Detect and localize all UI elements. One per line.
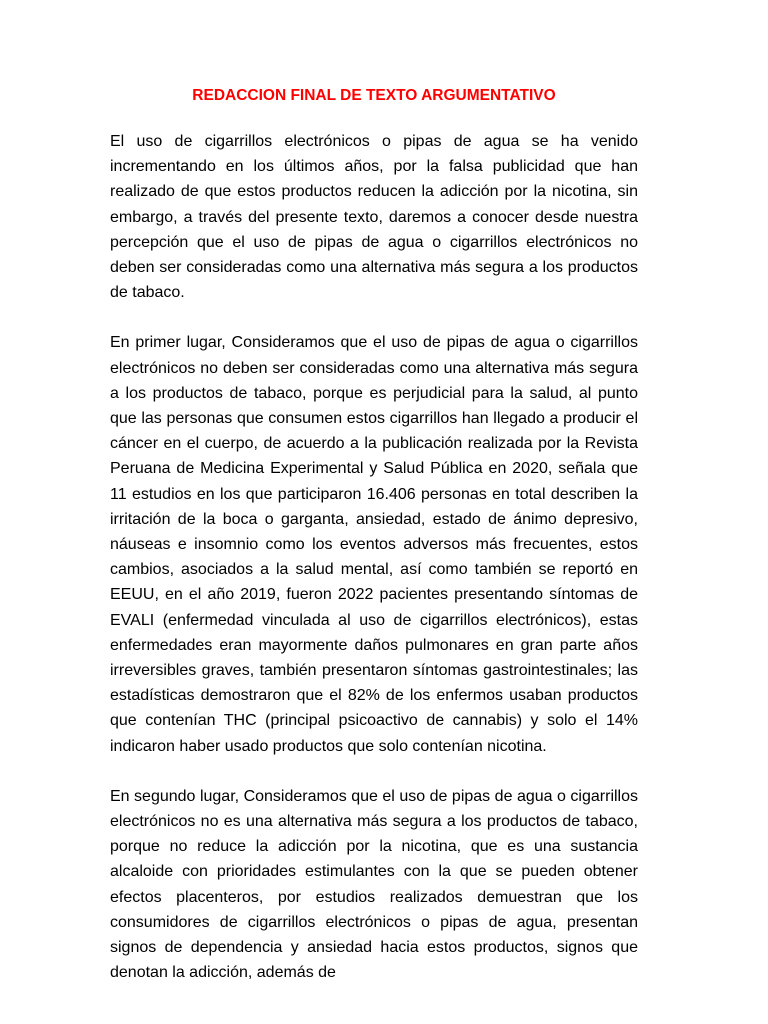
document-title: REDACCION FINAL DE TEXTO ARGUMENTATIVO: [192, 87, 556, 104]
paragraph-introduction: El uso de cigarrillos electrónicos o pipas de agua se ha venido incrementando en los últimos años, por la falsa publicidad que han realizado de que estos productos reducen la adicción por la nicotina, sin embargo, a través del presente texto, daremos a conocer desde nuestra percepción que el uso de pipas de agua o cigarrillos electrónicos no deben ser consideradas como una alternativa más segura a los productos de tabaco.: [110, 133, 638, 302]
paragraph-second-argument: En segundo lugar, Consideramos que el uso de pipas de agua o cigarrillos electrónicos no es una alternativa más segura a los productos de tabaco, porque no reduce la adicción por la nicotina, que es una sustancia alcaloide con prioridades estimulantes con la que se pueden obtener efectos placenteros, por estudios realizados demuestran que los consumidores de cigarrillos electrónicos o pipas de agua, presentan signos de dependencia y ansiedad hacia estos productos, signos que denotan la adicción, además de: [110, 787, 638, 982]
paragraph-first-argument: En primer lugar, Consideramos que el uso de pipas de agua o cigarrillos electrónicos no deben ser consideradas como una alternativa más segura a los productos de tabaco, porque es perjudicial para la salud, al punto que las personas que consumen estos cigarrillos han llegado a producir el cáncer en el cuerpo, de acuerdo a la publicación realizada por la Revista Peruana de Medicina Experimental y Salud Pública en 2020, señala que 11 estudios en los que participaron 16.406 personas en total describen la irritación de la boca o garganta, ansiedad, estado de ánimo depresivo, náuseas e insomnio como los eventos adversos más frecuentes, estos cambios, asociados a la salud mental, así como también se reportó en EEUU, en el año 2019, fueron 2022 pacientes presentando síntomas de EVALI (enfermedad vinculada al uso de cigarrillos electrónicos), estas enfermedades eran mayormente daños pulmonares en gran parte años irreversibles graves, también presentaron síntomas gastrointestinales; las estadísticas demostraron que el 82% de los enfermos usaban productos que contenían THC (principal psicoactivo de cannabis) y solo el 14% indicaron haber usado productos que solo contenían nicotina.: [110, 334, 638, 755]
